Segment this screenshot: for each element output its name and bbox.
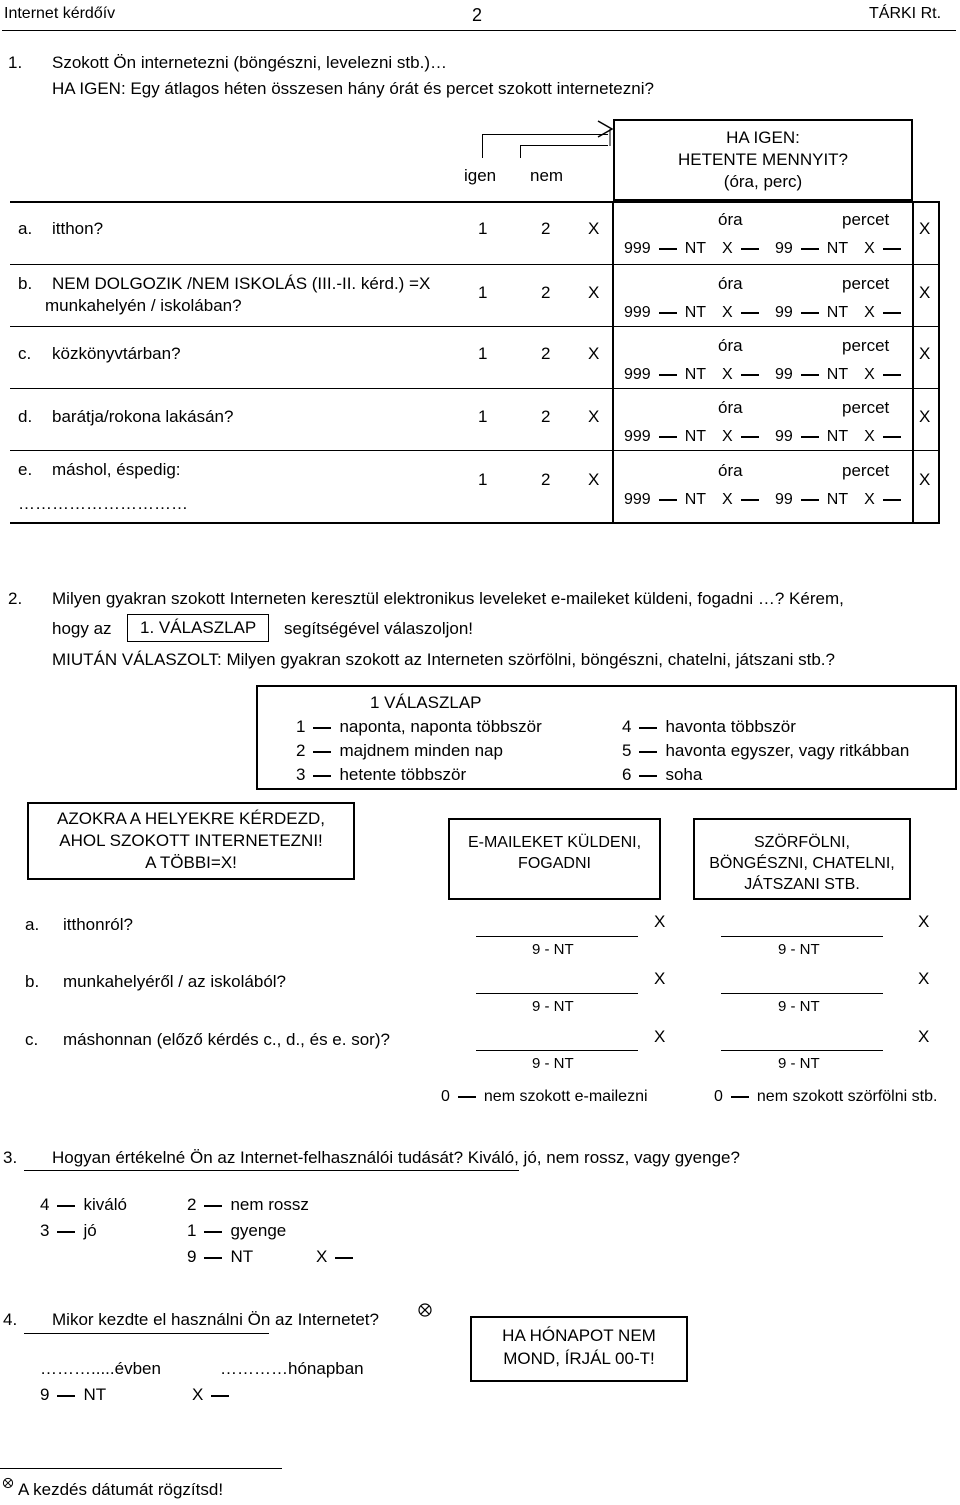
q2-row-b-email-nt[interactable]: 9 - NT — [532, 998, 574, 1015]
q2-text3: MIUTÁN VÁLASZOLT: Milyen gyakran szokott az Interneten szörfölni, böngészni, chatelni, játszani stb.? — [52, 650, 835, 669]
q1-row-e-letter: e. — [18, 460, 33, 479]
q2-row-b-email-line — [476, 993, 638, 994]
q1-row-c-total-x[interactable]: X — [919, 344, 931, 363]
q1-row-d-no[interactable]: 2 — [541, 407, 551, 426]
q1-row-c-minute-nt[interactable]: 99 NT X — [775, 366, 909, 384]
q3-underline — [24, 1170, 519, 1171]
q1-row-a-minute-label: percet — [842, 210, 890, 229]
q1-col-no: nem — [530, 166, 564, 185]
q1-row-d-minute-nt[interactable]: 99 NT X — [775, 428, 909, 446]
q1-grid-vline-right — [938, 201, 940, 524]
page-number: 2 — [472, 5, 483, 25]
q1-grid-row3 — [10, 388, 940, 389]
q1-row-d-x[interactable]: X — [588, 407, 600, 426]
q1-row-c-letter: c. — [18, 344, 32, 363]
q1-row-e-minute-label: percet — [842, 461, 890, 480]
q1-row-a-label: itthon? — [52, 219, 104, 238]
q2-row-a-surf-x[interactable]: X — [918, 912, 930, 931]
q1-row-b-x[interactable]: X — [588, 283, 600, 302]
q1-row-d-label: barátja/rokona lakásán? — [52, 407, 234, 426]
q2-card-item-1: 1 naponta, naponta többször — [296, 717, 542, 736]
q2-row-a-letter: a. — [25, 915, 40, 934]
q1-row-e-hour-nt[interactable]: 999 NT X — [624, 491, 767, 509]
q1-row-e-x[interactable]: X — [588, 470, 600, 489]
q1-row-c-hour-label: óra — [718, 336, 743, 355]
q1-row-b-hour-nt[interactable]: 999 NT X — [624, 304, 767, 322]
q1-box-line1: HA IGEN: — [726, 128, 800, 147]
q3-option-4[interactable]: 4 kiváló — [40, 1195, 127, 1214]
q4-note-line2: MOND, ÍRJÁL 00-T! — [503, 1349, 655, 1368]
q1-grid-row1 — [10, 264, 940, 265]
q2-row-a-surf-nt[interactable]: 9 - NT — [778, 941, 820, 958]
q2-instruction-line3: A TÖBBI=X! — [145, 853, 237, 872]
q1-col-yes: igen — [464, 166, 497, 185]
q2-card-item-2: 2 majdnem minden nap — [296, 741, 503, 760]
q3-option-9[interactable]: 9 NT — [187, 1247, 254, 1266]
q1-row-b-no[interactable]: 2 — [541, 283, 551, 302]
q2-card-item-5: 5 havonta egyszer, vagy ritkábban — [622, 741, 910, 760]
q2-card-ref-box — [127, 614, 269, 642]
q1-row-d-total-x[interactable]: X — [919, 407, 931, 426]
q1-row-c-x[interactable]: X — [588, 344, 600, 363]
q4-x-option[interactable]: X — [192, 1385, 237, 1405]
q2-text2-post: segítségével válaszoljon! — [284, 619, 474, 638]
q1-row-a-total-x[interactable]: X — [919, 219, 931, 238]
q2-number: 2. — [8, 589, 23, 608]
q2-instruction-line2: AHOL SZOKOTT INTERNETEZNI! — [59, 831, 323, 850]
arrow-line-2 — [520, 145, 608, 146]
q4-underline — [24, 1333, 269, 1334]
q1-row-e-no[interactable]: 2 — [541, 470, 551, 489]
q1-row-a-minute-nt[interactable]: 99 NT X — [775, 240, 909, 258]
q1-box-line2: HETENTE MENNYIT? — [677, 150, 849, 169]
q1-row-a-hour-nt[interactable]: 999 NT X — [624, 240, 767, 258]
q2-row-c-surf-x[interactable]: X — [918, 1027, 930, 1046]
q2-row-c-email-line — [476, 1050, 638, 1051]
q2-col-surf-line1: SZÖRFÖLNI, — [753, 834, 850, 851]
q1-grid-vline-left — [612, 201, 614, 524]
q3-text: Hogyan értékelné Ön az Internet-felhasználói tudását? Kiváló, jó, nem rossz, vagy gyenge? — [52, 1148, 740, 1167]
q3-option-3[interactable]: 3 jó — [40, 1221, 97, 1240]
q2-card-item-4: 4 havonta többször — [622, 717, 796, 736]
q1-grid-vline-mid — [912, 201, 914, 524]
q2-row-b-surf-line — [721, 993, 883, 994]
q1-row-e-dots[interactable]: ………………………… — [18, 494, 188, 513]
q1-row-d-hour-label: óra — [718, 398, 743, 417]
q2-card-ref-text: 1. VÁLASZLAP — [140, 618, 257, 637]
q1-row-c-minute-label: percet — [842, 336, 890, 355]
q2-row-b-surf-x[interactable]: X — [918, 969, 930, 988]
q2-card-item-6: 6 soha — [622, 765, 703, 784]
q1-row-a-hour-label: óra — [718, 210, 743, 229]
q1-row-e-minute-nt[interactable]: 99 NT X — [775, 491, 909, 509]
q1-text: Szokott Ön internetezni (böngészni, levelezni stb.)… — [52, 53, 447, 72]
q4-nt-option[interactable]: 9 NT — [40, 1385, 107, 1404]
footnote-symbol-icon — [2, 1477, 14, 1489]
header-right: TÁRKI Rt. — [869, 5, 942, 22]
q1-row-b-total-x[interactable]: X — [919, 283, 931, 302]
footnote-text: A kezdés dátumát rögzítsd! — [18, 1480, 224, 1499]
q3-option-2[interactable]: 2 nem rossz — [187, 1195, 309, 1214]
q3-option-x[interactable]: X — [316, 1247, 361, 1267]
q3-option-1[interactable]: 1 gyenge — [187, 1221, 287, 1240]
q1-row-b-yes[interactable]: 1 — [478, 283, 488, 302]
q2-col-surf-line3: JÁTSZANI STB. — [744, 876, 860, 893]
q4-text: Mikor kezdte el használni Ön az Internetet? — [52, 1310, 379, 1329]
q1-row-b-label: NEM DOLGOZIK /NEM ISKOLÁS (III.-II. kérd.) =X — [52, 274, 431, 293]
q1-row-e-yes[interactable]: 1 — [478, 470, 488, 489]
q2-row-a-email-x[interactable]: X — [654, 912, 666, 931]
q2-row-a-label: itthonról? — [63, 915, 133, 934]
header-left: Internet kérdőív — [4, 5, 116, 22]
q4-note-line1: HA HÓNAPOT NEM — [502, 1326, 656, 1345]
q1-row-a-letter: a. — [18, 219, 33, 238]
q1-grid-row2 — [10, 326, 940, 327]
q2-instruction-line1: AZOKRA A HELYEKRE KÉRDEZD, — [57, 809, 325, 828]
q1-row-b-label2: munkahelyén / iskolában? — [45, 296, 242, 315]
q2-row-c-label: máshonnan (előző kérdés c., d., és e. sor)? — [63, 1030, 390, 1049]
q1-row-e-total-x[interactable]: X — [919, 470, 931, 489]
q2-footer-surf[interactable]: 0 nem szokott szörfölni stb. — [714, 1088, 938, 1105]
q1-row-b-minute-label: percet — [842, 274, 890, 293]
footnote-rule — [0, 1468, 282, 1469]
q1-row-c-no[interactable]: 2 — [541, 344, 551, 363]
q2-text: Milyen gyakran szokott Interneten keresztül elektronikus leveleket e-maileket küldeni, fogadni …? Kérem, — [52, 589, 844, 608]
q1-box-line3: (óra, perc) — [723, 172, 803, 191]
q1-grid-bottom — [10, 522, 940, 524]
q1-row-c-hour-nt[interactable]: 999 NT X — [624, 366, 767, 384]
q3-number: 3. — [3, 1148, 18, 1167]
q2-row-a-email-line — [476, 936, 638, 937]
q2-col-email-line2: FOGADNI — [518, 855, 591, 872]
q1-number: 1. — [8, 53, 23, 72]
q1-row-d-letter: d. — [18, 407, 33, 426]
q2-footer-email[interactable]: 0 nem szokott e-mailezni — [441, 1088, 648, 1105]
q2-row-a-email-nt[interactable]: 9 - NT — [532, 941, 574, 958]
q2-row-c-email-x[interactable]: X — [654, 1027, 666, 1046]
q1-row-d-hour-nt[interactable]: 999 NT X — [624, 428, 767, 446]
q2-row-c-email-nt[interactable]: 9 - NT — [532, 1055, 574, 1072]
q1-row-d-yes[interactable]: 1 — [478, 407, 488, 426]
q2-row-b-email-x[interactable]: X — [654, 969, 666, 988]
q2-row-c-surf-line — [721, 1050, 883, 1051]
q1-row-b-hour-label: óra — [718, 274, 743, 293]
q4-month-field[interactable]: …………hónapban — [220, 1359, 364, 1378]
q2-row-b-surf-nt[interactable]: 9 - NT — [778, 998, 820, 1015]
q1-row-e-hour-label: óra — [718, 461, 743, 480]
q1-row-b-minute-nt[interactable]: 99 NT X — [775, 304, 909, 322]
q1-row-a-no[interactable]: 2 — [541, 219, 551, 238]
q1-followup: HA IGEN: Egy átlagos héten összesen hány órát és percet szokott internetezni? — [52, 79, 654, 98]
q2-row-a-surf-line — [721, 936, 883, 937]
q2-card-title: 1 VÁLASZLAP — [370, 693, 482, 712]
arrow-line-1 — [482, 134, 608, 135]
q4-number: 4. — [3, 1310, 18, 1329]
q1-row-a-yes[interactable]: 1 — [478, 219, 488, 238]
q2-col-email-line1: E-MAILEKET KÜLDENI, — [467, 834, 642, 851]
q1-row-c-label: közkönyvtárban? — [52, 344, 181, 363]
q2-row-b-label: munkahelyéről / az iskolából? — [63, 972, 287, 991]
q2-card-item-3: 3 hetente többször — [296, 765, 467, 784]
q1-row-c-yes[interactable]: 1 — [478, 344, 488, 363]
q2-row-b-letter: b. — [25, 972, 40, 991]
q1-row-e-label: máshol, éspedig: — [52, 460, 181, 479]
q1-grid-top — [10, 201, 940, 203]
q1-row-d-minute-label: percet — [842, 398, 890, 417]
q4-year-field[interactable]: ……….....évben — [40, 1359, 161, 1378]
q1-row-b-letter: b. — [18, 274, 33, 293]
q2-row-c-letter: c. — [25, 1030, 39, 1049]
q1-row-a-x[interactable]: X — [588, 219, 600, 238]
q2-text2-pre: hogy az — [52, 619, 112, 638]
q2-col-surf-line2: BÖNGÉSZNI, CHATELNI, — [709, 855, 895, 872]
footnote-marker-icon — [417, 1302, 433, 1318]
q2-row-c-surf-nt[interactable]: 9 - NT — [778, 1055, 820, 1072]
q1-grid-row4 — [10, 450, 940, 451]
arrow-stem-2 — [520, 145, 521, 158]
header-rule — [2, 30, 956, 31]
arrow-stem-1 — [482, 134, 483, 158]
